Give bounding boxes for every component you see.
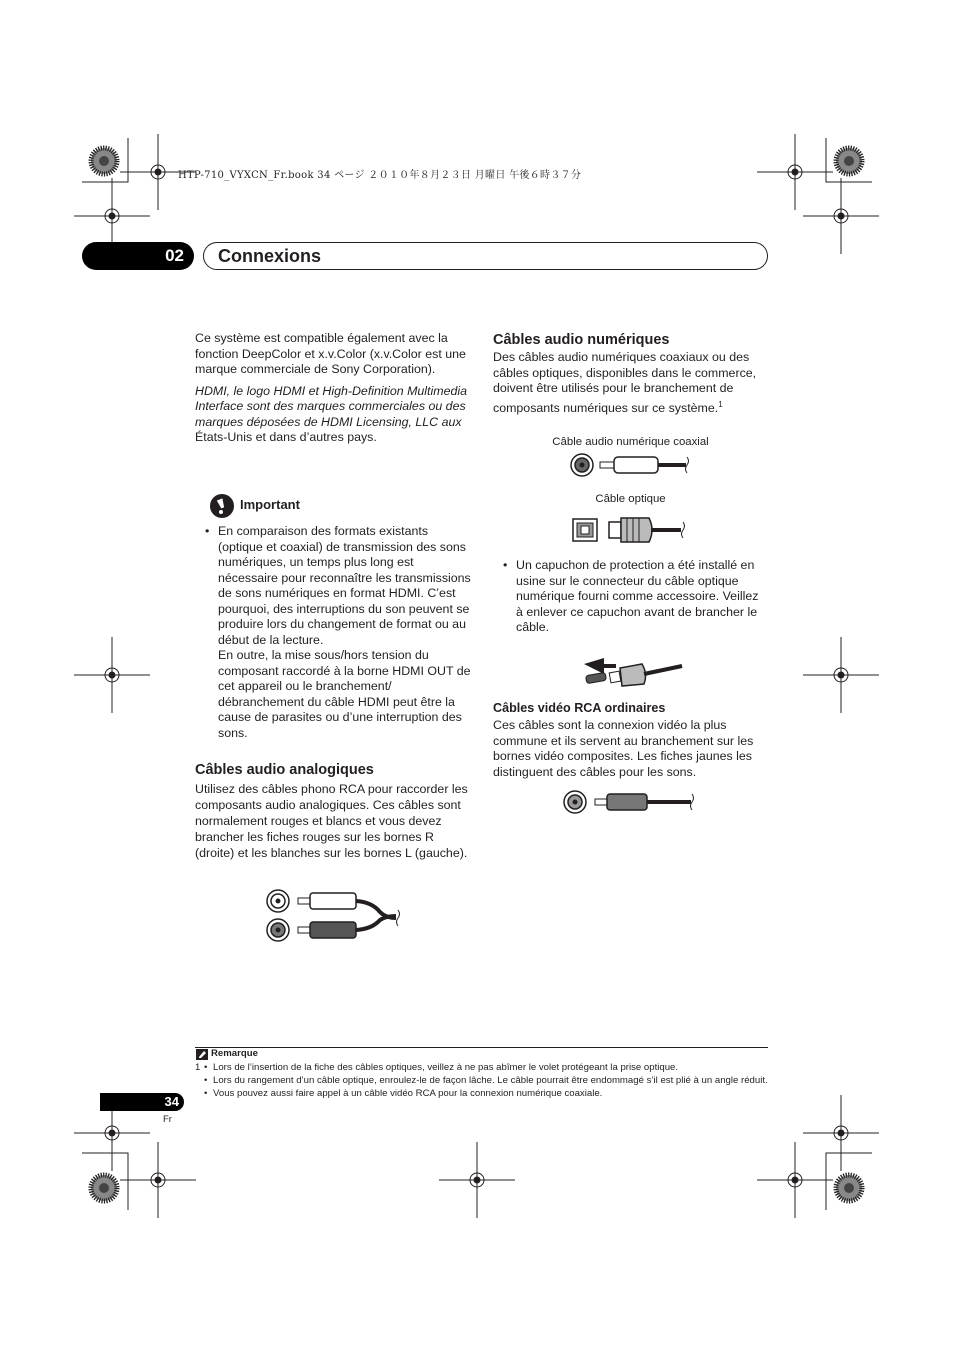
note-item-text-1: Lors de l’insertion de la fiche des câbles optiques, veillez à ne pas abîmer le volet protégeant la prise optique. [213,1062,679,1073]
cap-bullet [493,558,768,636]
important-bullet-text-1: En comparaison des formats existants (optique et coaxial) de transmission des sons numériques, un temps plus long est nécessaire pour reconnaître les transmissions de sons numériques en format HDMI. C’est pourquoi, des interruptions du son peuvent se produire lors du changement de format ou au début de la lecture. [218,524,471,647]
note-bullet: • [204,1088,208,1099]
left-column [195,331,471,452]
rca-video-cable-illustration [561,788,699,816]
video-cables-text: Ces câbles sont la connexion vidéo la plus commune et ils servent au branchement sur les bornes vidéo composites. Les fiches jaunes les distinguent des câbles pour les sons. [493,718,754,779]
important-bullets [195,524,471,741]
optical-cable-illustration [571,514,693,546]
cap-bullet-list [493,558,768,636]
digital-cables-text: Des câbles audio numériques coaxiaux ou des câbles optiques, disponibles dans le commerce, doivent être utilisés pour le branchement de composants numériques sur ce système. [493,350,757,415]
note-item-text-2: Lors du rangement d’un câble optique, enroulez-le de façon lâche. Le câble pourrait être endommagé s’il est plié à un angle réduit. [213,1075,768,1086]
coaxial-cable-illustration [568,452,694,478]
footnote-ref: 1 [718,399,723,409]
note-list [195,1061,768,1100]
important-bullet-text-2: En outre, la mise sous/hors tension du composant raccordé à la borne HDMI OUT de cet appareil ou le branchement/ débranchement du câble HDMI peut être la cause de parasites ou d’une interruption des sons. [218,648,471,740]
page-number: 34 [100,1093,184,1111]
hdmi-trademark-italic: HDMI, le logo HDMI et High-Definition Multimedia Interface sont des marques commerciales ou des marques déposées de HDMI Licensing, LLC aux [195,383,467,429]
footnote-number: 1 [195,1062,201,1073]
note-item [195,1061,768,1074]
note-bullet: • [204,1062,208,1073]
video-cables-heading: Câbles vidéo RCA ordinaires [493,701,666,715]
note-bullet: • [204,1075,208,1086]
bullet-dot: • [503,558,508,572]
note-item [195,1074,768,1087]
hdmi-trademark-paragraph [195,384,471,446]
optical-caption: Câble optique [595,493,666,505]
bullet-dot: • [205,524,210,538]
note-pencil-icon [196,1049,208,1060]
page-language: Fr [163,1114,172,1125]
hdmi-trademark-regular: États-Unis et dans d’autres pays. [195,430,377,444]
deepcolor-paragraph: Ce système est compatible également avec la fonction DeepColor et x.v.Color (x.v.Color est une marque commerciale de Sony Corporation). [195,331,466,376]
cap-bullet-text: Un capuchon de protection a été installé en usine sur le connecteur du câble optique numérique fourni comme accessoire. Veillez à enlever ce capuchon avant de brancher le câble. [516,558,759,634]
note-divider [195,1047,768,1048]
chapter-number: 02 [82,242,194,270]
analog-cables-text: Utilisez des câbles phono RCA pour raccorder les composants audio analogiques. Ces câbles sont normalement rouges et blancs et vous devez brancher les fiches rouges sur les bornes R (droite) et les blanches sur les bornes L (gauche). [195,782,468,860]
note-item-text-3: Vous pouvez aussi faire appel à un câble vidéo RCA pour la connexion numérique coaxiale. [213,1088,603,1099]
digital-cables-heading: Câbles audio numériques [493,332,670,348]
important-label: Important [240,497,300,512]
analog-cables-heading: Câbles audio analogiques [195,762,374,778]
optical-cap-removal-illustration [582,654,686,688]
book-file-header: HTP-710_VYXCN_Fr.book 34 ページ ２０１０年８月２３日 月曜日 午後６時３７分 [178,170,582,181]
note-item [195,1087,768,1100]
note-label: Remarque [211,1048,258,1059]
important-exclamation-icon [209,493,235,519]
important-bullet [195,524,471,741]
chapter-title: Connexions [218,246,322,266]
digital-cables-paragraph [493,350,768,416]
rca-analog-cable-illustration [262,884,412,946]
coax-caption: Câble audio numérique coaxial [552,436,709,448]
